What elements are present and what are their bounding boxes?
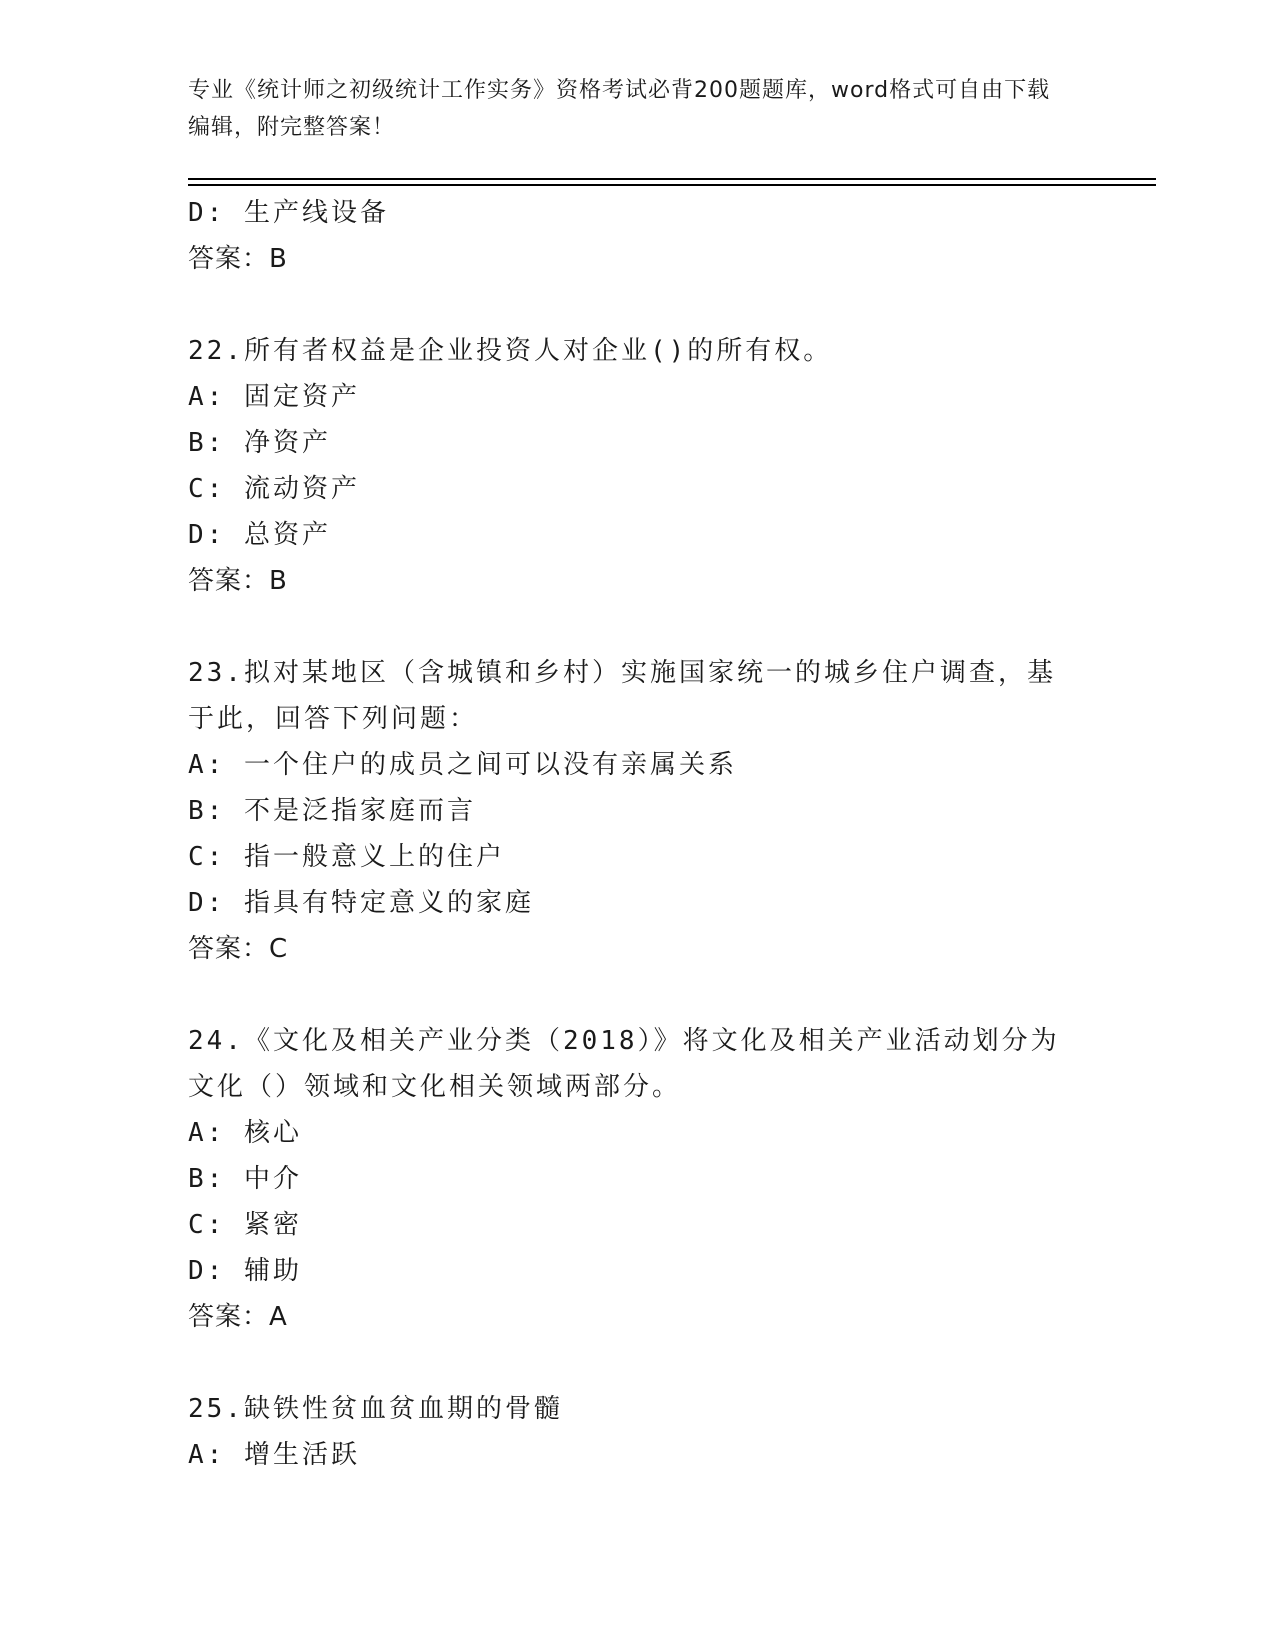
question-24	[188, 1018, 1088, 1340]
question-stem: 22.所有者权益是企业投资人对企业()的所有权。	[188, 336, 833, 366]
option-a: A: 增生活跃	[188, 1440, 360, 1470]
spacer	[188, 282, 1088, 328]
option-a: A: 核心	[188, 1118, 302, 1148]
option-a: A: 一个住户的成员之间可以没有亲属关系	[188, 750, 737, 780]
question-23	[188, 650, 1088, 972]
option-c: C: 指一般意义上的住户	[188, 842, 505, 872]
option-d: D: 指具有特定意义的家庭	[188, 888, 534, 918]
header-rule-bottom	[188, 184, 1156, 186]
option-b: B: 不是泛指家庭而言	[188, 796, 476, 826]
option-c: C: 流动资产	[188, 474, 360, 504]
question-stem: 23.拟对某地区（含城镇和乡村）实施国家统一的城乡住户调查，基于此，回答下列问题：	[188, 658, 1056, 734]
spacer	[188, 1340, 1088, 1386]
answer-line: 答案：A	[188, 1302, 288, 1332]
document-header	[188, 72, 1068, 146]
option-c: C: 紧密	[188, 1210, 302, 1240]
option-d: D: 辅助	[188, 1256, 302, 1286]
question-list	[188, 190, 1088, 1478]
option-d: D: 生产线设备	[188, 198, 389, 228]
answer-line: 答案：B	[188, 244, 288, 274]
option-b: B: 净资产	[188, 428, 331, 458]
previous-question-tail	[188, 190, 1088, 282]
spacer	[188, 604, 1088, 650]
option-b: B: 中介	[188, 1164, 302, 1194]
answer-line: 答案：B	[188, 566, 288, 596]
question-22	[188, 328, 1088, 604]
option-a: A: 固定资产	[188, 382, 360, 412]
header-rule-top	[188, 178, 1156, 180]
question-25	[188, 1386, 1088, 1478]
answer-line: 答案：C	[188, 934, 289, 964]
header-title: 专业《统计师之初级统计工作实务》资格考试必背200题题库，word格式可自由下载编辑，附完整答案！	[188, 78, 1051, 140]
spacer	[188, 972, 1088, 1018]
question-stem: 24.《文化及相关产业分类（2018）》将文化及相关产业活动划分为文化（）领域和文化相关领域两部分。	[188, 1026, 1060, 1102]
question-stem: 25.缺铁性贫血贫血期的骨髓	[188, 1394, 563, 1424]
option-d: D: 总资产	[188, 520, 331, 550]
